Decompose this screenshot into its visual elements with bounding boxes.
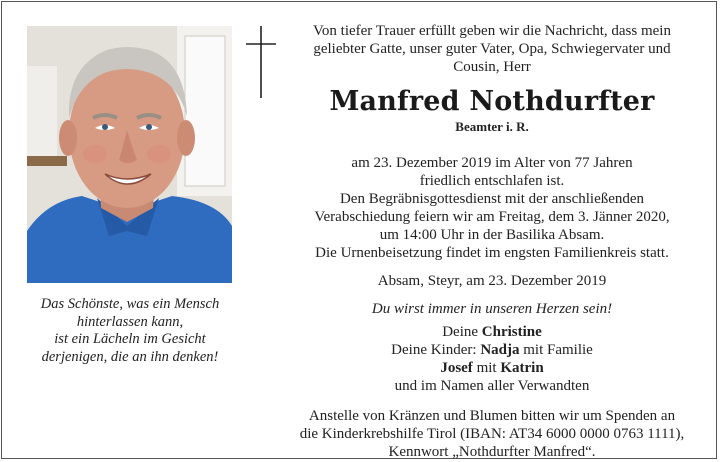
detail-line: Den Begräbnisgottesdienst mit der anschließenden bbox=[339, 191, 645, 207]
child-name: Nadja bbox=[480, 342, 520, 358]
mourner-children: Deine Kinder: Nadja mit Familie bbox=[391, 342, 593, 358]
detail-line: um 14:00 Uhr in der Basilika Absam. bbox=[379, 227, 605, 243]
obituary-notice bbox=[1, 1, 717, 459]
deceased-rank: Beamter i. R. bbox=[455, 119, 529, 134]
detail-line: Die Urnenbeisetzung findet im engsten Familienkreis statt. bbox=[315, 245, 669, 261]
detail-line: Verabschiedung feiern wir am Freitag, dem 3. Jänner 2020, bbox=[314, 209, 670, 225]
wife-name: Christine bbox=[481, 324, 542, 340]
detail-line: friedlich entschlafen ist. bbox=[419, 173, 565, 189]
portrait-photo bbox=[27, 26, 232, 283]
partner-name: Katrin bbox=[500, 360, 544, 376]
donation-line: Kennwort „Nothdurfter Manfred“. bbox=[388, 444, 596, 459]
quote-line: hinterlassen kann, bbox=[76, 313, 184, 330]
donation-line: Anstelle von Kränzen und Blumen bitten wir um Spenden an bbox=[308, 408, 676, 424]
quote-line: ist ein Lächeln im Gesicht bbox=[54, 331, 206, 347]
quote-line: derjenigen, die an ihn denken! bbox=[41, 348, 219, 365]
place-date: Absam, Steyr, am 23. Dezember 2019 bbox=[377, 273, 607, 289]
detail-line: am 23. Dezember 2019 im Alter von 77 Jahren bbox=[351, 155, 633, 171]
notice-text bbox=[282, 22, 702, 459]
child-name: Josef bbox=[440, 360, 473, 376]
quote-line: Das Schönste, was ein Mensch bbox=[40, 296, 220, 312]
memorial-quote bbox=[10, 296, 250, 366]
mourner-relatives: und im Namen aller Verwandten bbox=[394, 378, 590, 394]
donation-line: die Kinderkrebshilfe Tirol (IBAN: AT34 6000 0000 0763 1111), bbox=[299, 426, 685, 442]
intro-line: geliebter Gatte, unser guter Vater, Opa, Schwiegervater und bbox=[313, 41, 671, 57]
motto: Du wirst immer in unseren Herzen sein! bbox=[371, 301, 613, 317]
deceased-name: Manfred Nothdurfter bbox=[329, 86, 655, 117]
mourner-son: Josef mit Katrin bbox=[440, 360, 544, 376]
intro-line: Cousin, Herr bbox=[453, 59, 531, 75]
intro-line: Von tiefer Trauer erfüllt geben wir die Nachricht, dass mein bbox=[313, 23, 671, 39]
mourner-wife: Deine Christine bbox=[442, 324, 542, 340]
cross-icon bbox=[246, 26, 276, 98]
